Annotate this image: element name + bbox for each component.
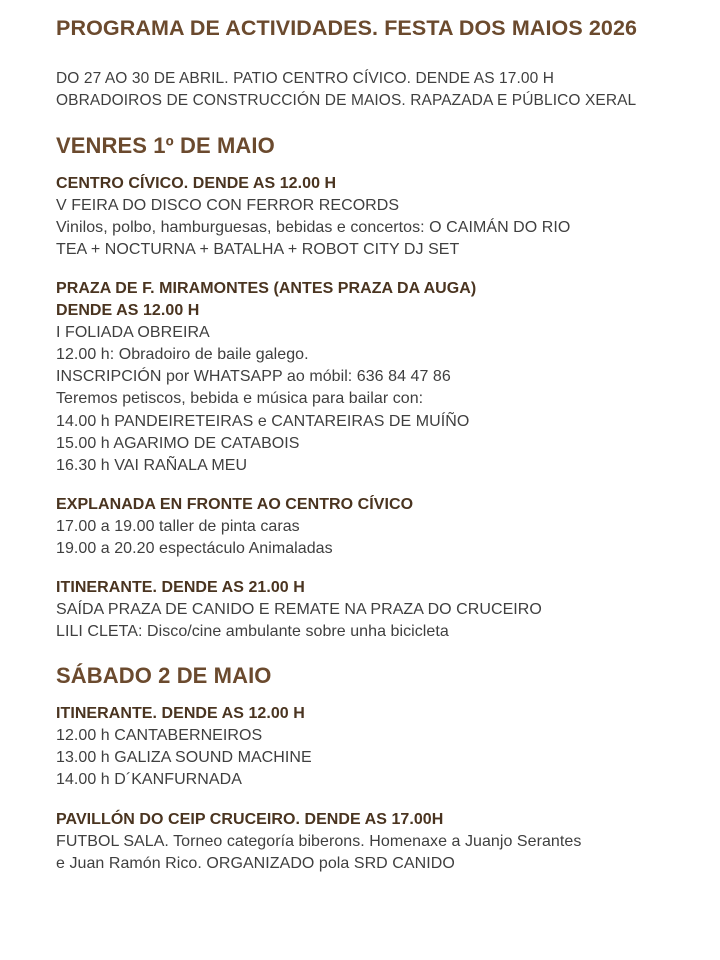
program-block xyxy=(56,278,664,477)
block-line: 12.00 h CANTABERNEIROS xyxy=(56,727,263,745)
day-heading: SÁBADO 2 DE MAIO xyxy=(56,663,272,689)
block-title: PAVILLÓN DO CEIP CRUCEIRO. DENDE AS 17.00H xyxy=(56,810,444,828)
block-title: DENDE AS 12.00 H xyxy=(56,302,200,320)
program-block xyxy=(56,494,664,560)
page-title: PROGRAMA DE ACTIVIDADES. FESTA DOS MAIOS 2026 xyxy=(56,16,638,40)
program-block xyxy=(56,173,664,261)
program-block xyxy=(56,577,664,643)
program-block xyxy=(56,703,664,791)
block-line: Teremos petiscos, bebida e música para bailar con: xyxy=(56,390,424,408)
block-line: 13.00 h GALIZA SOUND MACHINE xyxy=(56,749,312,767)
block-line: FUTBOL SALA. Torneo categoría biberons. Homenaxe a Juanjo Serantes xyxy=(56,832,582,850)
block-line: 16.30 h VAI RAÑALA MEU xyxy=(56,456,248,474)
intro-line: DO 27 AO 30 DE ABRIL. PATIO CENTRO CÍVICO. DENDE AS 17.00 H xyxy=(56,69,555,87)
block-line: 14.00 h D´KANFURNADA xyxy=(56,771,242,789)
block-line: V FEIRA DO DISCO CON FERROR RECORDS xyxy=(56,196,400,214)
day-section-sabado xyxy=(56,663,664,875)
day-section-venres xyxy=(56,133,664,643)
block-line: 17.00 a 19.00 taller de pinta caras xyxy=(56,517,300,535)
intro-line: OBRADOIROS DE CONSTRUCCIÓN DE MAIOS. RAPAZADA E PÚBLICO XERAL xyxy=(56,92,637,110)
block-line: 19.00 a 20.20 espectáculo Animaladas xyxy=(56,539,333,557)
block-line: I FOLIADA OBREIRA xyxy=(56,324,210,342)
block-line: Vinilos, polbo, hamburguesas, bebidas e concertos: O CAIMÁN DO RIO xyxy=(56,218,571,236)
block-line: e Juan Ramón Rico. ORGANIZADO pola SRD CANIDO xyxy=(56,854,455,872)
block-line: 14.00 h PANDEIRETEIRAS e CANTAREIRAS DE MUÍÑO xyxy=(56,412,470,430)
block-line: INSCRIPCIÓN por WHATSAPP ao móbil: 636 84 47 86 xyxy=(56,368,451,386)
block-title: EXPLANADA EN FRONTE AO CENTRO CÍVICO xyxy=(56,495,414,513)
program-block xyxy=(56,809,664,875)
block-title: CENTRO CÍVICO. DENDE AS 12.00 H xyxy=(56,174,337,192)
block-title: PRAZA DE F. MIRAMONTES (ANTES PRAZA DA AUGA) xyxy=(56,280,477,298)
block-line: SAÍDA PRAZA DE CANIDO E REMATE NA PRAZA DO CRUCEIRO xyxy=(56,601,542,619)
block-line: 15.00 h AGARIMO DE CATABOIS xyxy=(56,434,300,452)
block-line: TEA + NOCTURNA + BATALHA + ROBOT CITY DJ SET xyxy=(56,240,460,258)
block-line: LILI CLETA: Disco/cine ambulante sobre unha bicicleta xyxy=(56,623,449,641)
block-title: ITINERANTE. DENDE AS 21.00 H xyxy=(56,578,305,596)
intro-section xyxy=(56,68,664,113)
block-line: 12.00 h: Obradoiro de baile galego. xyxy=(56,346,309,364)
day-heading: VENRES 1º DE MAIO xyxy=(56,132,275,158)
block-title: ITINERANTE. DENDE AS 12.00 H xyxy=(56,705,305,723)
